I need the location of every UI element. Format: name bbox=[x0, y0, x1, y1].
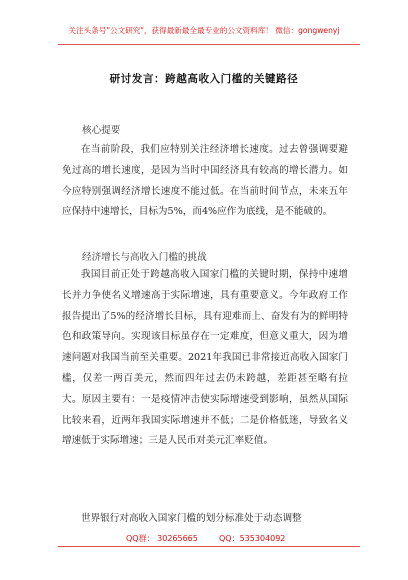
paragraph: 我国目前正处于跨越高收入国家门槛的关键时期，保持中速增长并力争使名义增速高于实际增速，具有重要意义。今年政府工作报告提出了5%的经济增长目标，具有迎难而上、奋发有为的鲜明特色和政策导向。实现该目标虽存在一定难度，但意义重大，因为增速问题对我国当前至关重要。2021年我国已非常接近高收入国家门槛，仅差一两百美元，然而四年过去仍未跨越，差距甚至略有拉大。原因主要有：一是疫情冲击使实际增速受到影响，虽然从国际比较来看，近两年我国实际增速并不低；二是价格低迷，导致名义增速低于实际增速；三是人民币对美元汇率贬值。 bbox=[62, 269, 348, 447]
footer-qq-group: QQ群： 30265665 bbox=[126, 534, 198, 543]
header-banner: 关注头条号"公文研究"，获得最新最全最专业的公文资料库！ 微信：gongwenyj bbox=[68, 26, 340, 35]
paragraph: 世界银行对高收入国家门槛的划分标准处于动态调整 bbox=[81, 513, 302, 524]
header-rule bbox=[58, 44, 360, 45]
footer-qq: QQ：535304092 bbox=[219, 534, 286, 543]
section-heading: 核心提要 bbox=[82, 125, 121, 136]
document-title: 研讨发言：跨越高收入门槛的关键路径 bbox=[109, 73, 299, 85]
footer-rule bbox=[58, 546, 360, 547]
section-heading: 经济增长与高收入门槛的挑战 bbox=[82, 252, 207, 263]
paragraph: 在当前阶段，我们应特别关注经济增长速度。过去曾强调要避免过高的增长速度，是因为当时中国经济具有较高的增长潜力。如今应特别强调经济增长速度不能过低。在当前时间节点，未来五年应保持中速增长，目标为5%，而4%应作为底线，是不能破的。 bbox=[62, 144, 348, 218]
